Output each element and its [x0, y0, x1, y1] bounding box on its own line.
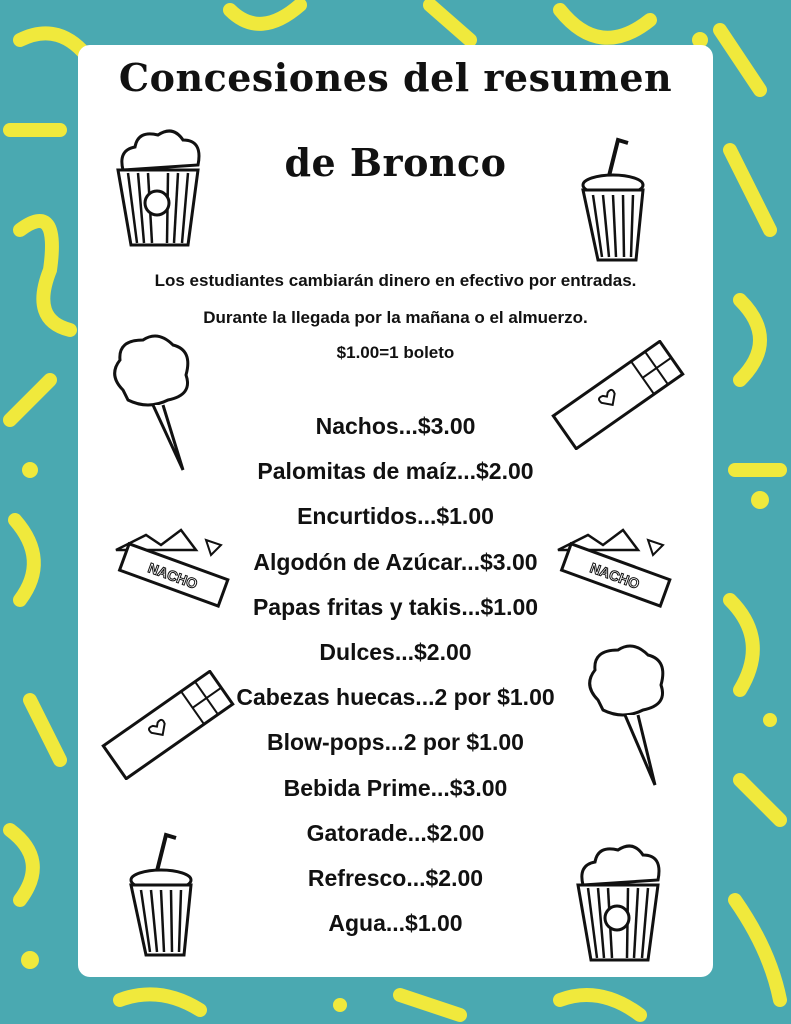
menu-item: Dulces...$2.00 — [319, 639, 472, 665]
menu-item: Nachos...$3.00 — [315, 413, 476, 439]
menu-item: Agua...$1.00 — [328, 910, 463, 937]
title-line-2: de Bronco — [284, 140, 507, 185]
title-line-1: Concesiones del resumen — [118, 55, 673, 100]
info-line: Durante la llegada por la mañana o el almuerzo. — [203, 308, 588, 327]
menu-item: Blow-pops...2 por $1.00 — [267, 729, 524, 756]
nacho-icon — [548, 520, 678, 610]
menu-item: Papas fritas y takis...$1.00 — [252, 593, 539, 620]
menu-item: Refresco...$2.00 — [307, 865, 484, 891]
cotton-candy-icon — [108, 330, 198, 475]
popcorn-icon — [113, 125, 208, 250]
svg-text:NACHO: NACHO — [146, 559, 200, 592]
menu-item: Gatorade...$2.00 — [306, 819, 485, 846]
menu-item: Cabezas huecas...2 por $1.00 — [236, 684, 555, 711]
soda-cup-icon — [126, 830, 206, 960]
menu-item: Bebida Prime...$3.00 — [283, 774, 508, 801]
menu-card — [78, 45, 713, 977]
soda-cup-icon — [578, 135, 658, 265]
info-line: $1.00=1 boleto — [336, 343, 455, 362]
svg-text:NACHO: NACHO — [588, 559, 642, 592]
popcorn-icon — [573, 840, 668, 965]
menu-item: Algodón de Azúcar...$3.00 — [253, 548, 538, 575]
nacho-icon — [106, 520, 236, 610]
info-line: Los estudiantes cambiarán dinero en efectivo por entradas. — [154, 271, 637, 290]
cotton-candy-icon — [583, 640, 673, 790]
menu-item: Palomitas de maíz...$2.00 — [257, 458, 534, 485]
candy-bar-icon — [548, 340, 688, 450]
menu-item: Encurtidos...$1.00 — [297, 503, 494, 530]
candy-bar-icon — [98, 670, 238, 780]
